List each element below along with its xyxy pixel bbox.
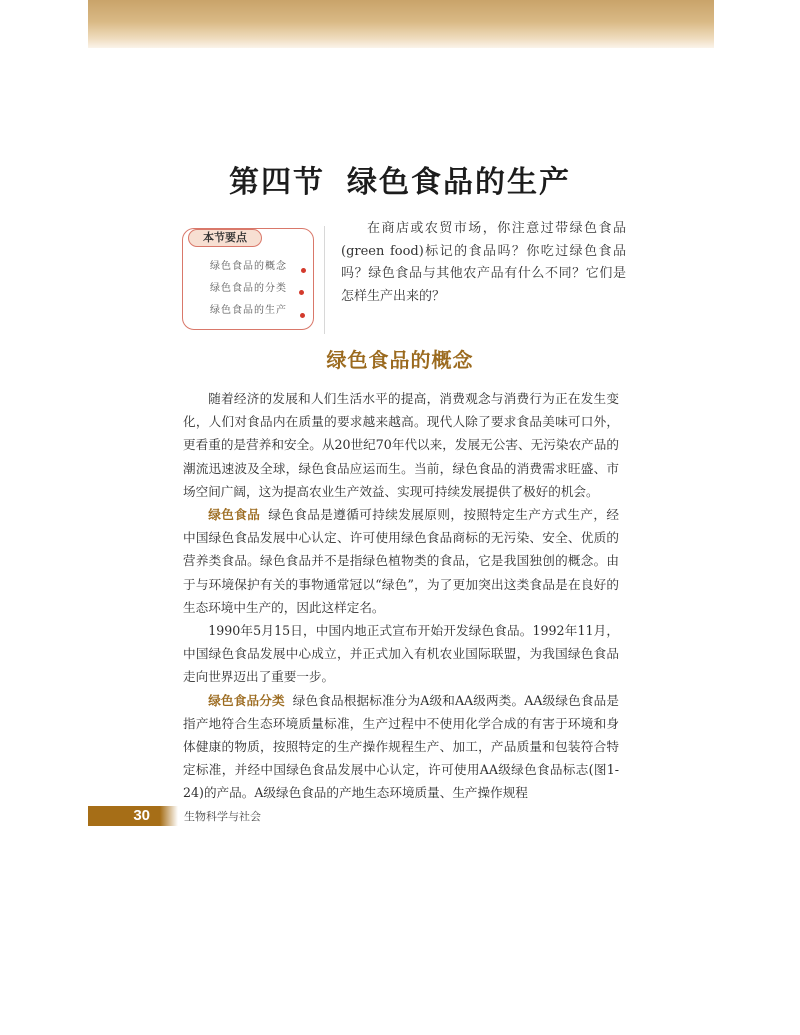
title-section-number: 第四节 <box>229 165 325 200</box>
title-section-name: 绿色食品的生产 <box>347 165 571 200</box>
page-title <box>0 157 800 201</box>
keypoints-title: 本节要点 <box>188 229 262 247</box>
paragraph: 随着经济的发展和人们生活水平的提高，消费观念与消费行为正在发生变化，人们对食品内在质量的要求越来越高。现代人除了要求食品美味可口外，更看重的是营养和安全。从20世纪70年代以来，发展无公害、无污染农产品的潮流迅速波及全球，绿色食品应运而生。当前，绿色食品的消费需求旺盛、市场空间广阔，这为提高农业生产效益、实现可持续发展提供了极好的机会。 <box>183 391 619 499</box>
header-band <box>88 0 714 48</box>
page-number: 30 <box>88 806 164 826</box>
divider <box>324 226 325 334</box>
body-text <box>183 387 619 805</box>
paragraph <box>183 689 619 805</box>
intro-paragraph: 在商店或农贸市场，你注意过带绿色食品(green food)标记的食品吗？你吃过绿色食品吗？绿色食品与其他农产品有什么不同？它们是怎样生产出来的？ <box>341 221 626 304</box>
bullet-dot-icon <box>299 290 304 295</box>
bullet-dot-icon <box>300 313 305 318</box>
term-heading: 绿色食品 <box>208 507 261 523</box>
footer-book-title: 生物科学与社会 <box>184 810 261 823</box>
paragraph: 1990年5月15日，中国内地正式宣布开始开发绿色食品。1992年11月，中国绿色食品发展中心成立，并正式加入有机农业国际联盟，为我国绿色食品走向世界迈出了重要一步。 <box>183 623 619 685</box>
page-number-fade <box>160 806 178 826</box>
keypoint-item: 绿色食品的分类 <box>210 283 287 294</box>
keypoint-item: 绿色食品的生产 <box>210 305 287 316</box>
paragraph-text: 绿色食品根据标准分为A级和AA级两类。AA级绿色食品是指产地符合生态环境质量标准，生产过程中不使用化学合成的有害于环境和身体健康的物质，按照特定的生产操作规程生产、加工，产品质量和包装符合特定标准，并经中国绿色食品发展中心认定，许可使用AA级绿色食品标志(图1-24)的产品。A级绿色食品的产地生态环境质量、生产操作规程 <box>183 692 620 801</box>
paragraph <box>183 503 619 619</box>
bullet-dot-icon <box>301 268 306 273</box>
term-heading: 绿色食品分类 <box>208 692 285 708</box>
keypoint-item: 绿色食品的概念 <box>210 261 287 272</box>
section-heading: 绿色食品的概念 <box>326 348 474 372</box>
paragraph-text: 绿色食品是遵循可持续发展原则，按照特定生产方式生产，经中国绿色食品发展中心认定、许可使用绿色食品商标的无污染、安全、优质的营养类食品。绿色食品并不是指绿色植物类的食品，它是我国独创的概念。由于与环境保护有关的事物通常冠以“绿色”，为了更加突出这类食品是在良好的生态环境中生产的，因此这样定名。 <box>183 507 620 615</box>
